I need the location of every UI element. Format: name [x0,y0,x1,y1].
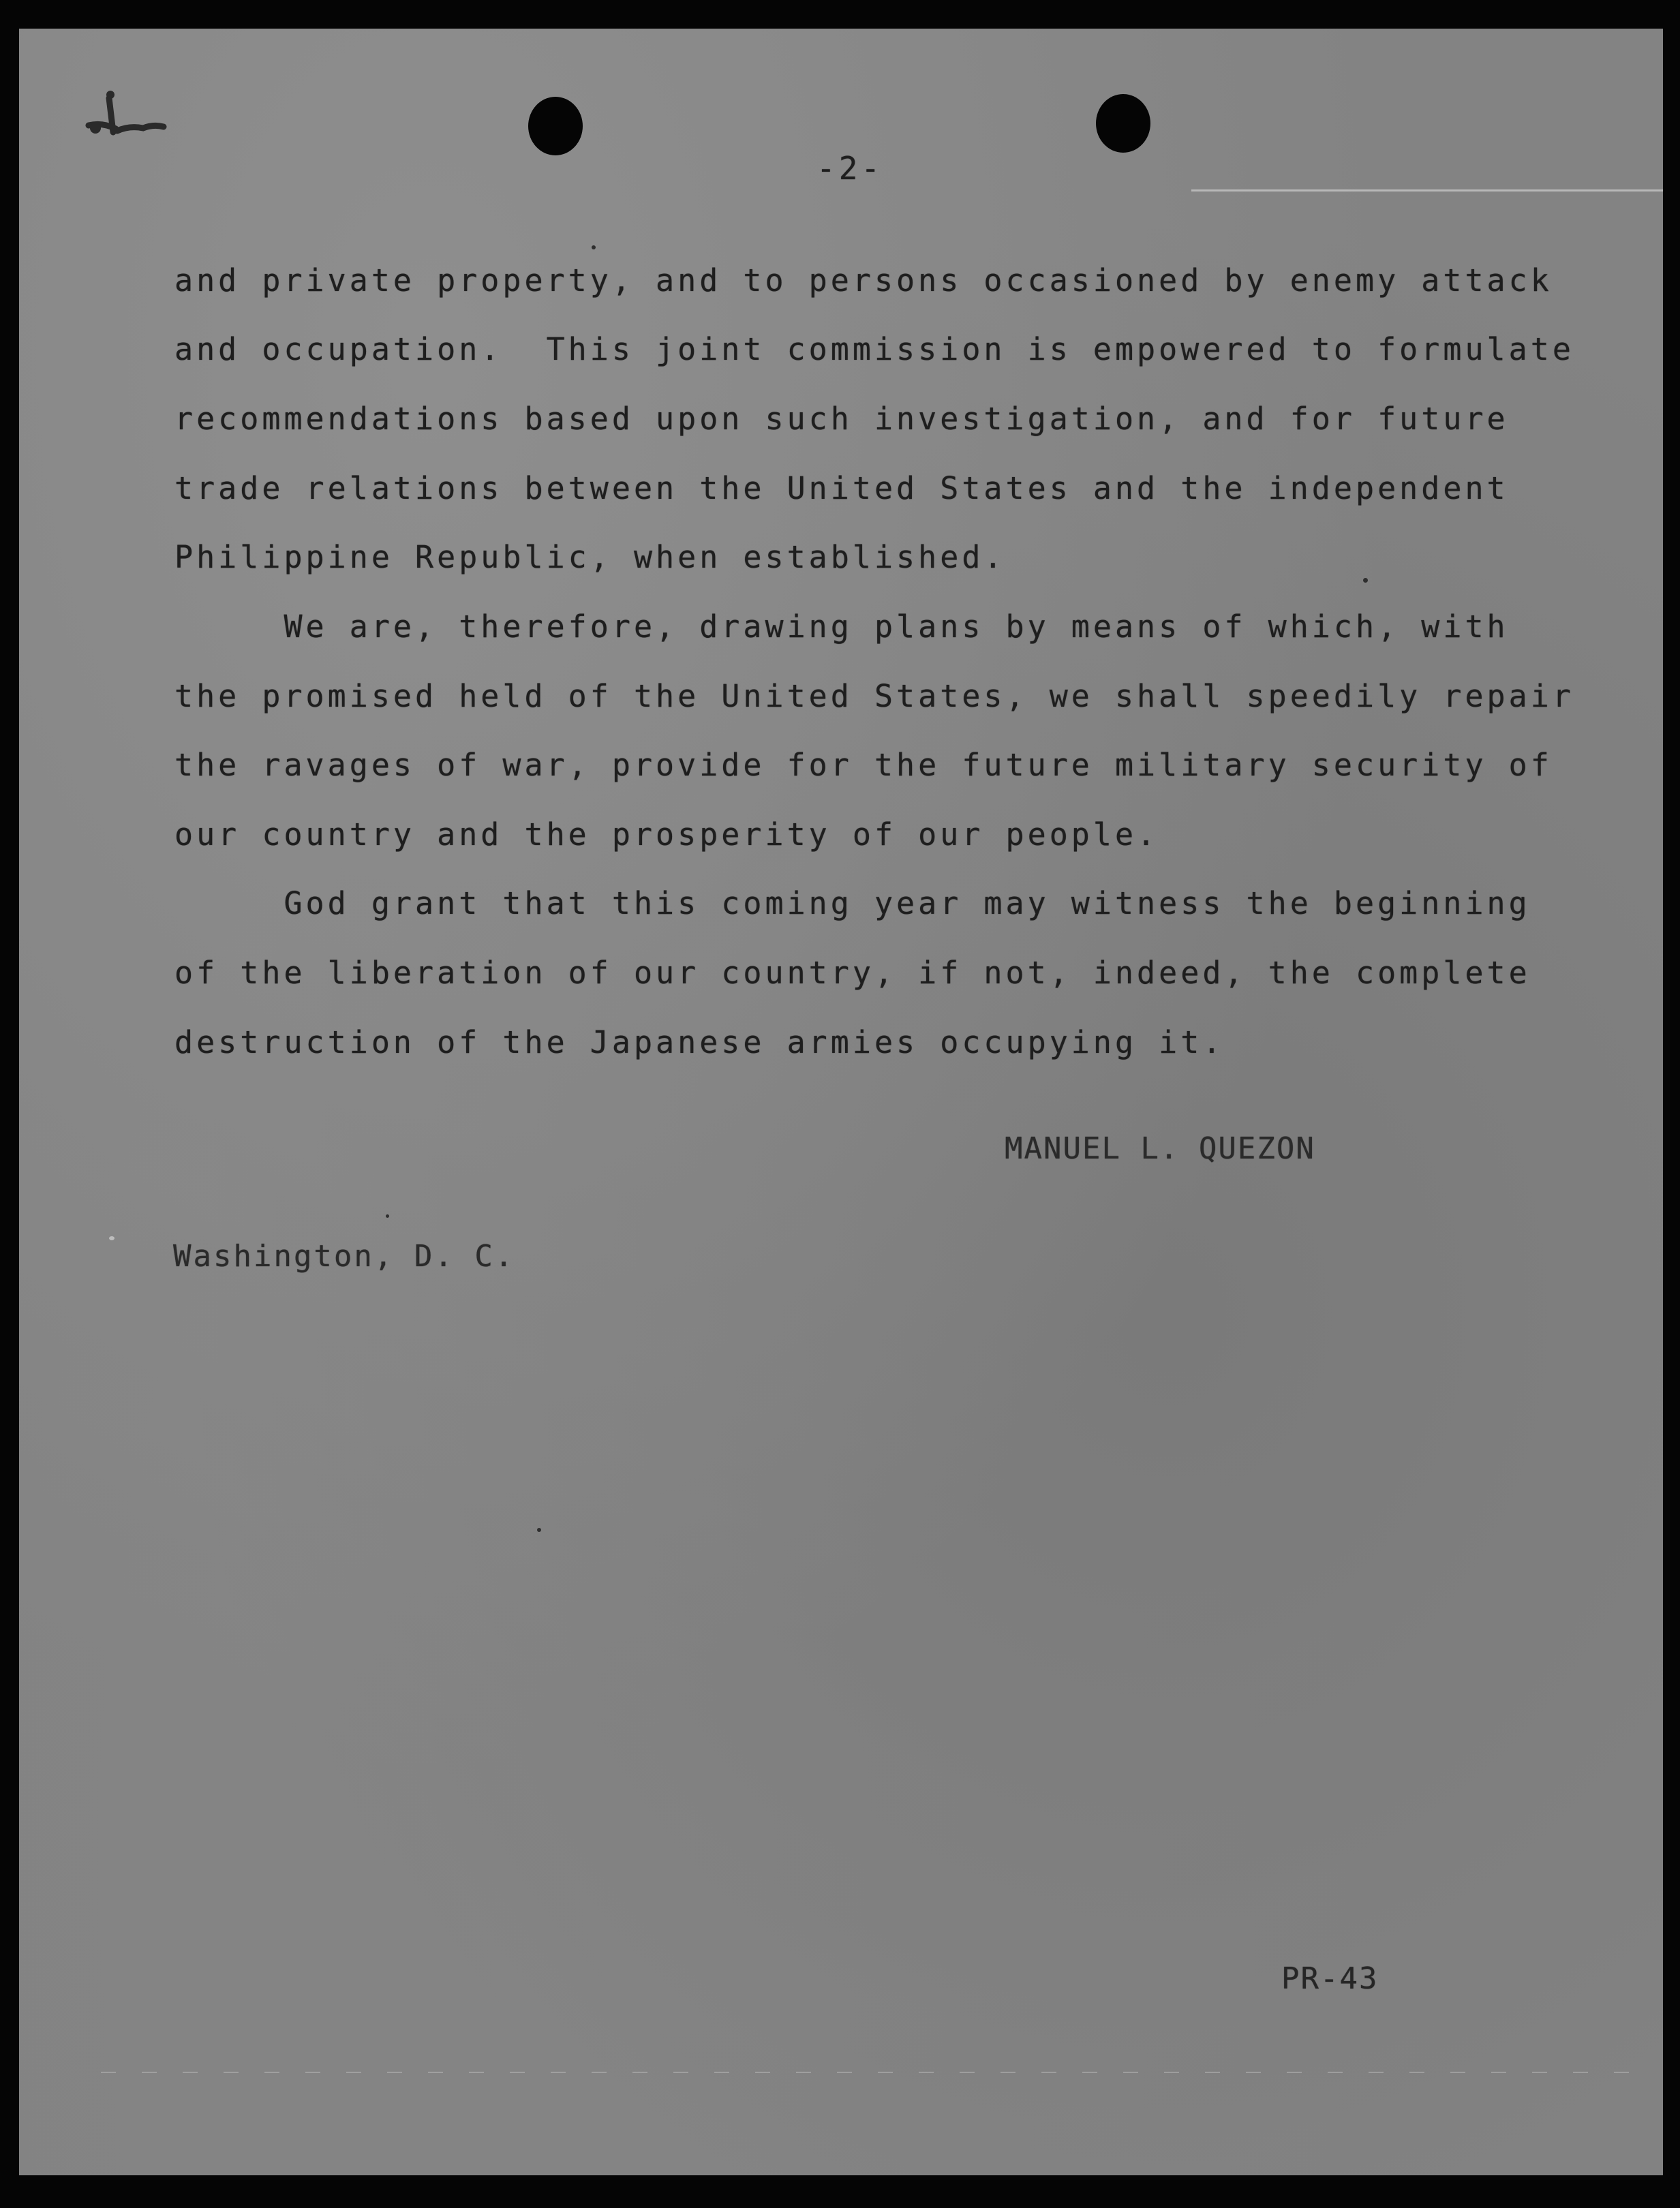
document-page [19,29,1663,2175]
paper-speck [386,1214,389,1218]
punch-hole-right [1096,94,1150,153]
top-edge-rule [1191,189,1663,191]
punch-hole-left [528,97,583,155]
text-line: of the liberation of our country, if not, indeed, the complete [174,955,1531,991]
text-line: destruction of the Japanese armies occupying it. [174,1024,1225,1060]
page-number: -2- [816,150,884,187]
text-line: recommendations based upon such investigation, and for future [174,401,1509,437]
text-line: the ravages of war, provide for the future military security of [174,747,1553,783]
text-line: God grant that this coming year may witness the beginning [174,885,1531,921]
place-line: Washington, D. C. [173,1239,515,1274]
text-line: We are, therefore, drawing plans by means of which, with [174,609,1509,645]
text-line: and occupation. This joint commission is empowered to formulate [174,331,1574,367]
paper-speck [109,1236,114,1240]
paper-speck [592,245,596,249]
bottom-edge-marks [101,2072,1634,2073]
signature-name: MANUEL L. QUEZON [1005,1131,1315,1166]
handwritten-mark [68,57,225,159]
text-line: trade relations between the United States and the independent [174,470,1509,506]
file-code: PR-43 [1281,1961,1379,1996]
paper-speck [537,1528,541,1532]
text-line: and private property, and to persons occasioned by enemy attack [174,262,1553,298]
paper-speck [1363,578,1368,583]
text-line: Philippine Republic, when established. [174,539,1006,575]
text-line: the promised held of the United States, we shall speedily repair [174,678,1574,714]
body-text [174,260,1574,1060]
text-line: our country and the prosperity of our people. [174,816,1159,853]
